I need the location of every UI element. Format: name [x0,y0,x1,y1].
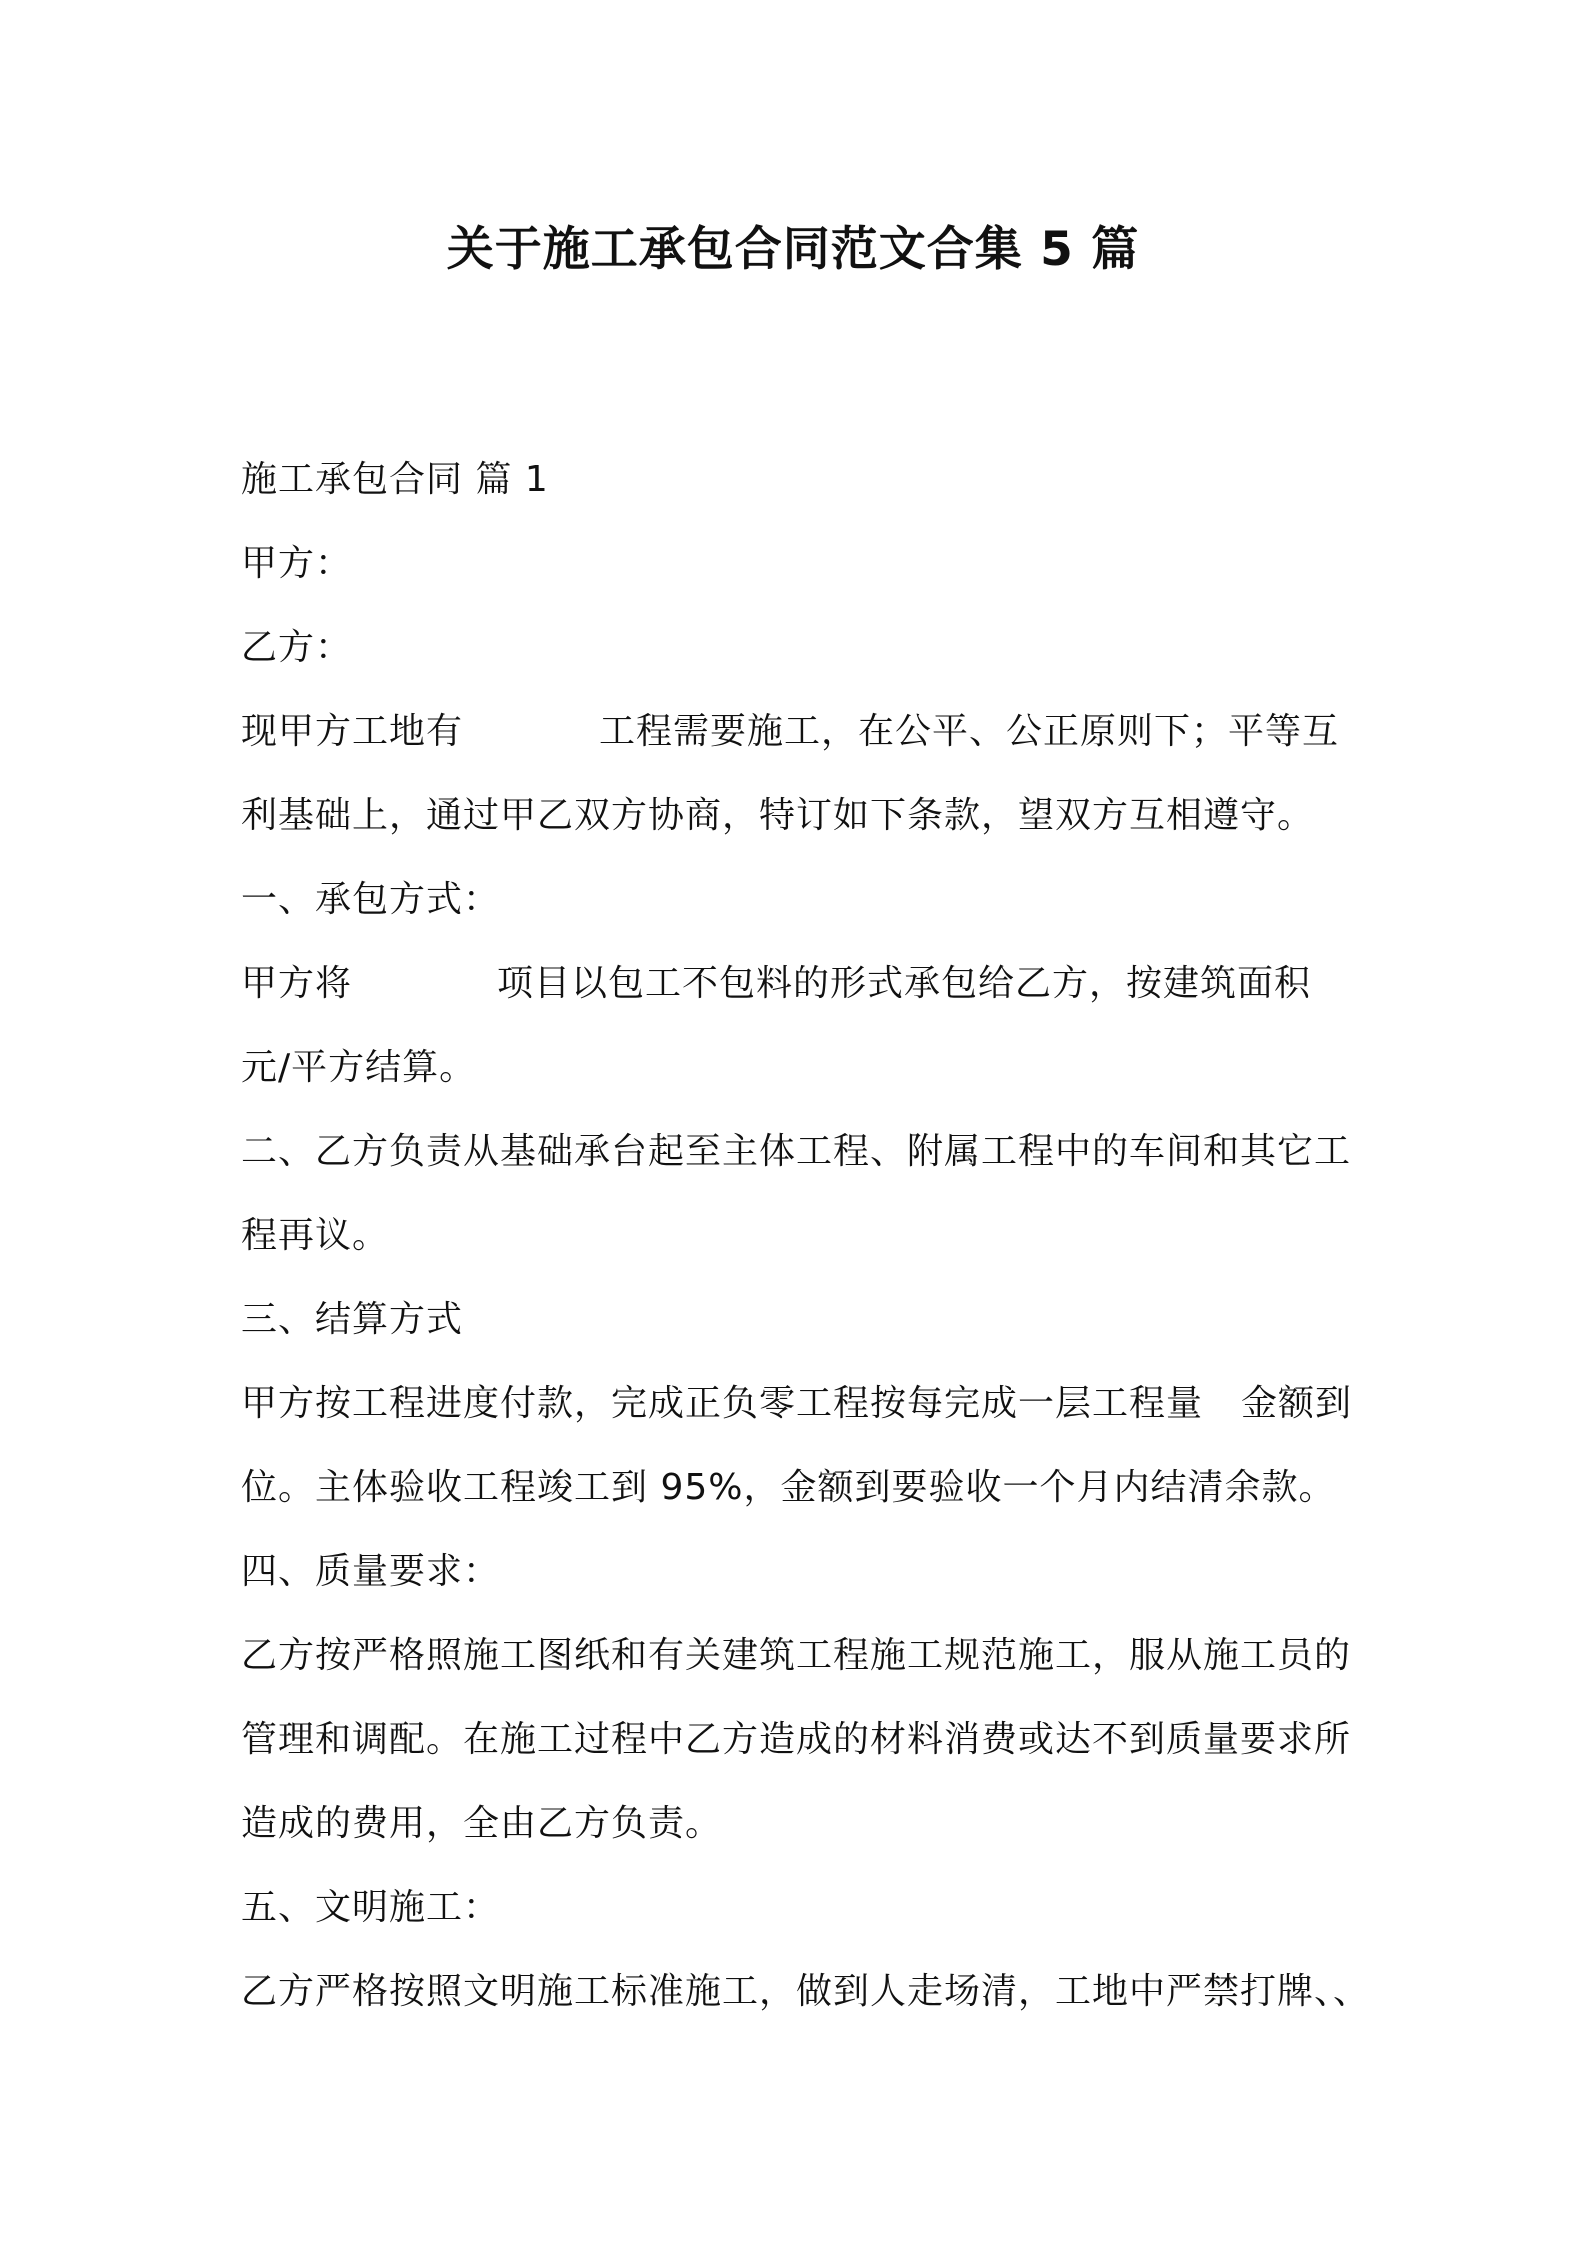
section-3-line-2: 位。主体验收工程竣工到 95%，金额到要验收一个月内结清余款。 [241,1467,1336,1508]
section-4-line-3: 造成的费用，全由乙方负责。 [241,1803,723,1844]
section-4-line-2: 管理和调配。在施工过程中乙方造成的材料消费或达不到质量要求所 [241,1719,1352,1760]
section-5-line-1: 乙方严格按照文明施工标准施工，做到人走场清，工地中严禁打牌、、 [241,1971,1371,2012]
section-5-heading: 五、文明施工： [241,1887,501,1928]
contract-heading: 施工承包合同 篇 1 [241,459,549,500]
intro-text-a: 现甲方工地有 [241,711,464,752]
section-3-text-a: 甲方按工程进度付款，完成正负零工程按每完成一层工程量 [241,1383,1204,1424]
party-b-label: 乙方： [241,627,353,668]
section-4-heading: 四、质量要求： [241,1551,501,1592]
section-1-line-2: 元/平方结算。 [241,1047,477,1088]
section-2-line-1: 二、乙方负责从基础承台起至主体工程、附属工程中的车间和其它工 [241,1131,1352,1172]
intro-paragraph-line-1 [241,706,1339,758]
intro-paragraph-line-2: 利基础上，通过甲乙双方协商，特订如下条款，望双方互相遵守。 [241,795,1315,836]
section-1-heading: 一、承包方式： [241,879,501,920]
section-3-line-1 [241,1378,1352,1430]
section-4-line-1: 乙方按严格照施工图纸和有关建筑工程施工规范施工，服从施工员的 [241,1635,1352,1676]
section-2-line-2: 程再议。 [241,1215,390,1256]
section-3-heading: 三、结算方式 [241,1299,464,1340]
section-1-text-b: 项目以包工不包料的形式承包给乙方，按建筑面积 [497,963,1312,1004]
section-3-text-b: 金额到 [1241,1383,1353,1424]
document-title: 关于施工承包合同范文合集 5 篇 [446,222,1140,277]
section-1-text-a: 甲方将 [241,963,353,1004]
intro-text-b: 工程需要施工，在公平、公正原则下；平等互 [599,711,1340,752]
party-a-label: 甲方： [241,543,353,584]
section-1-line-1 [241,958,1311,1010]
